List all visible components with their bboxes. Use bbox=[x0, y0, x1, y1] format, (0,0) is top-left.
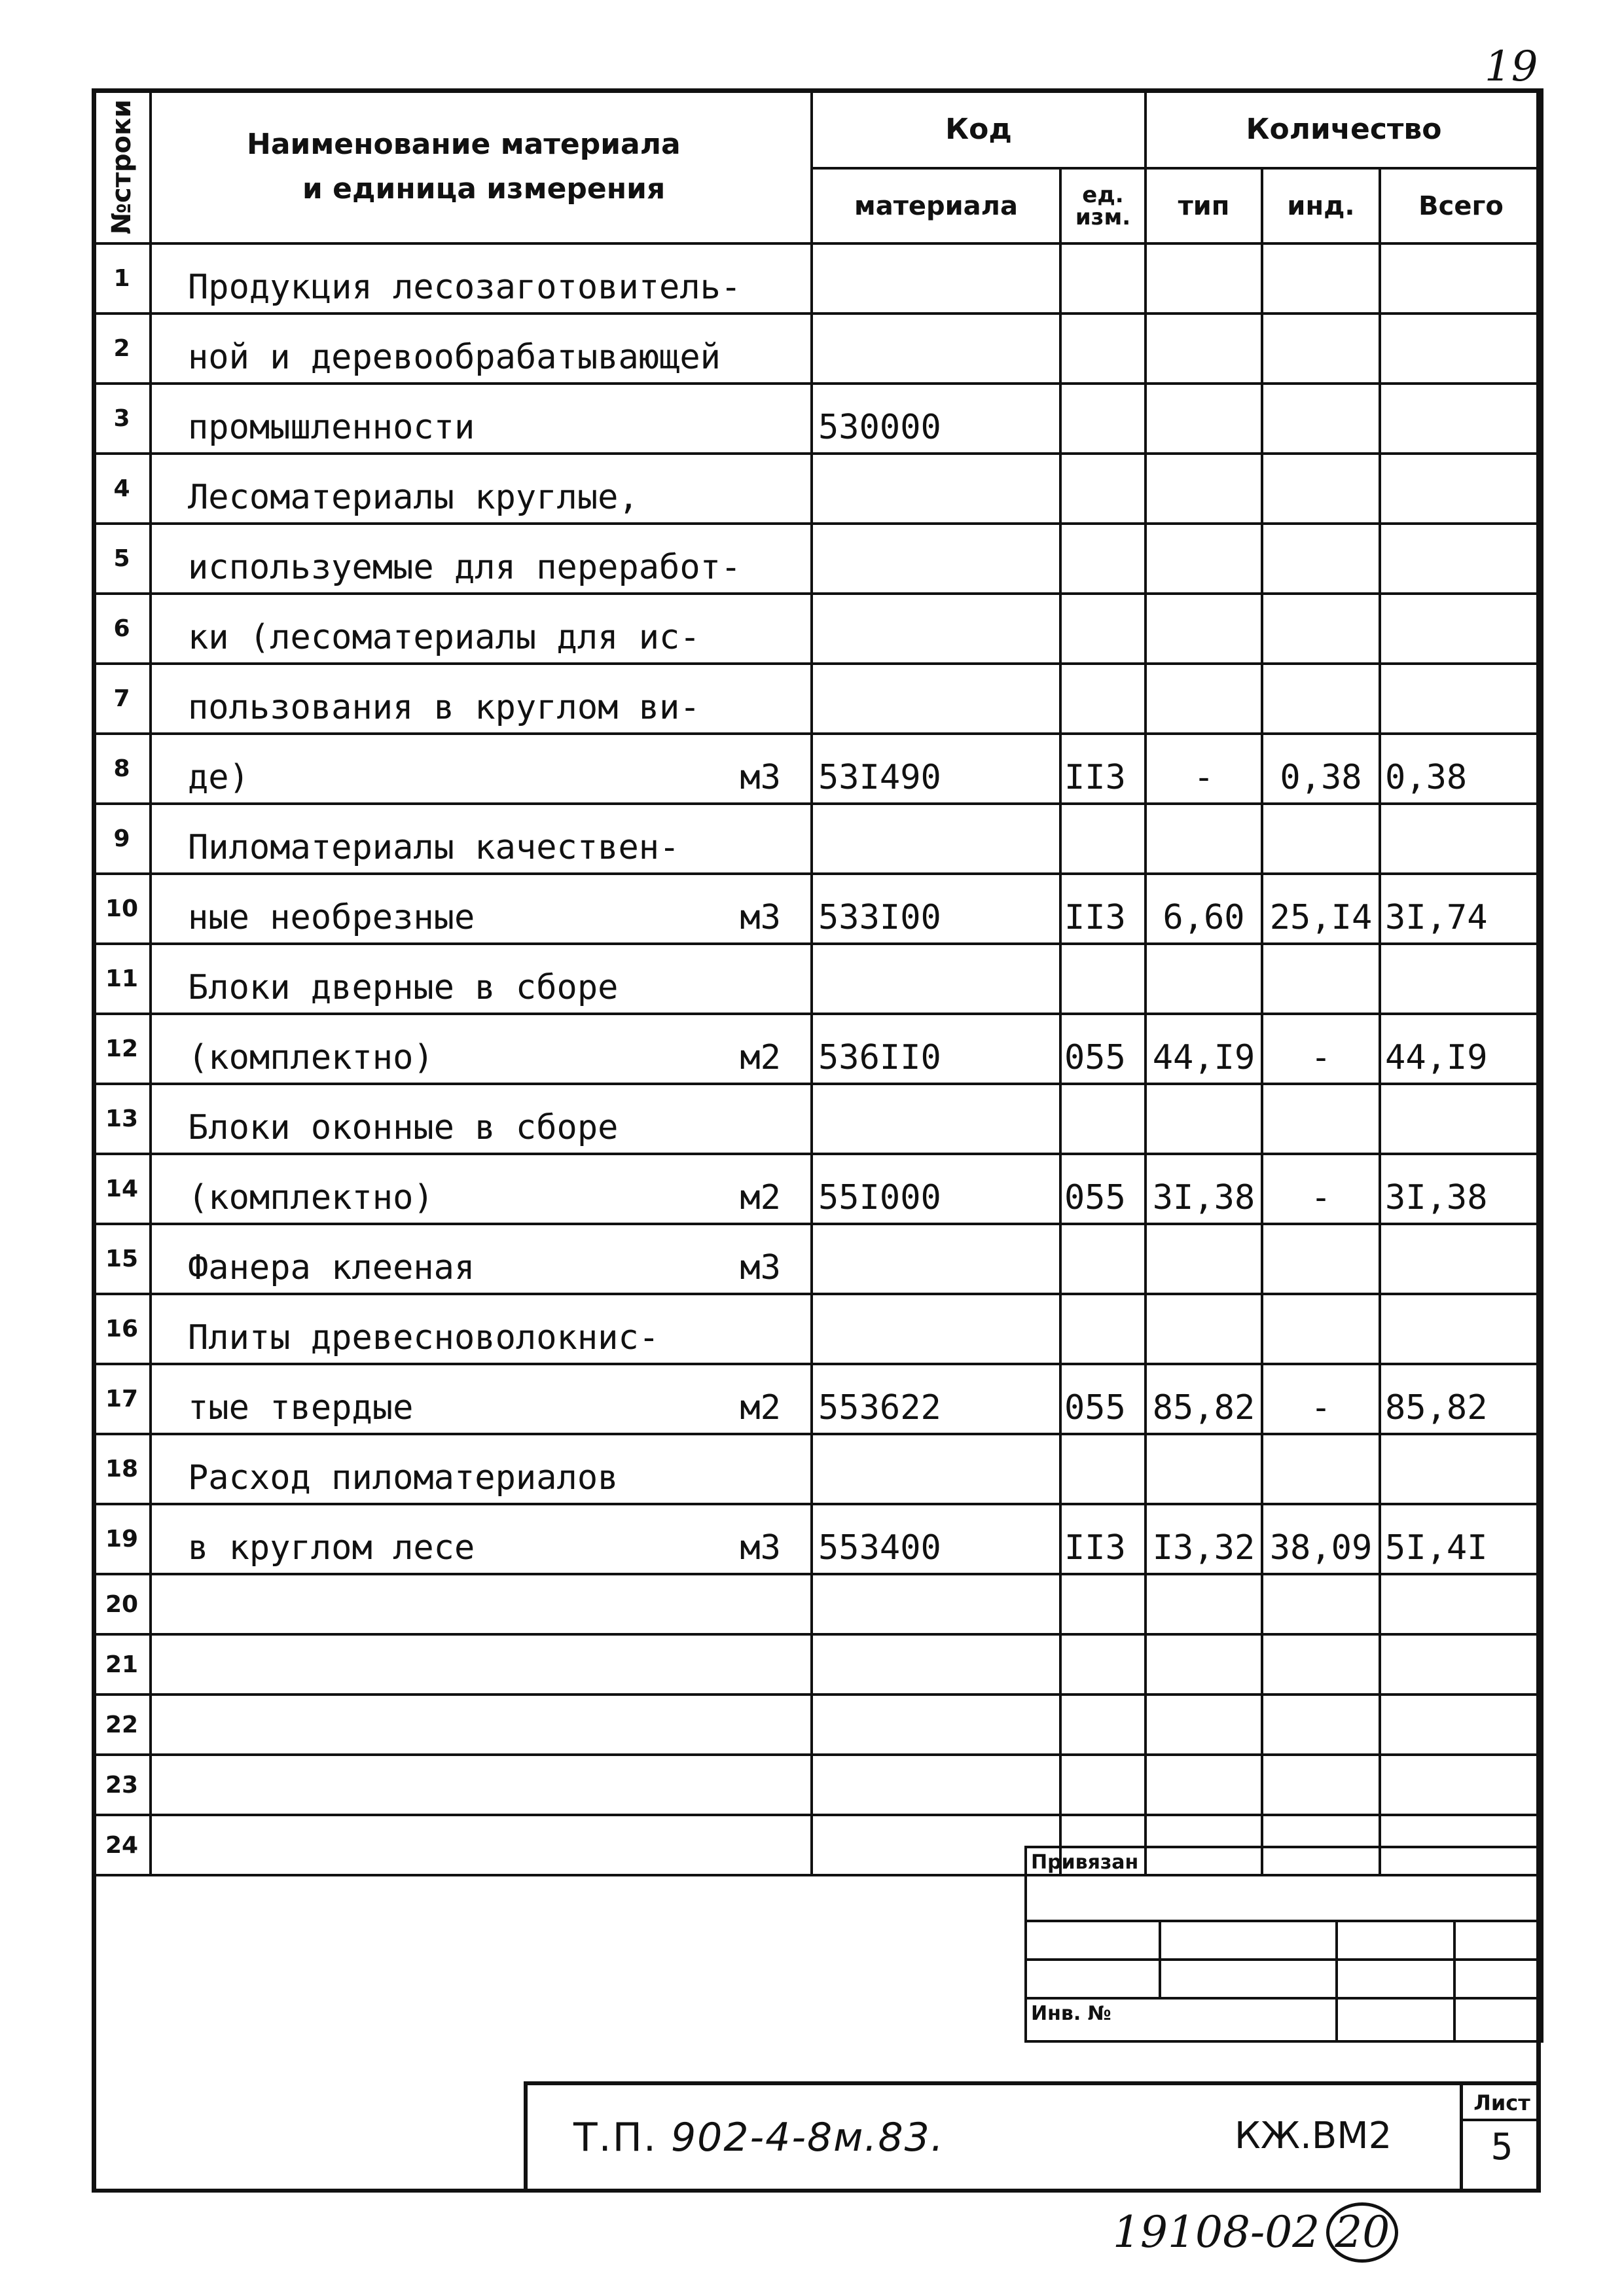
material-name bbox=[151, 804, 812, 874]
material-code bbox=[812, 1634, 1060, 1695]
table-row bbox=[93, 1434, 1542, 1504]
quantity-total bbox=[1380, 664, 1542, 734]
quantity-type bbox=[1146, 243, 1262, 314]
unit-code bbox=[1060, 1084, 1146, 1154]
material-unit: м2 bbox=[740, 1178, 781, 1217]
material-code: 553400 bbox=[812, 1504, 1060, 1574]
quantity-total bbox=[1380, 804, 1542, 874]
row-number: 23 bbox=[93, 1755, 151, 1815]
document-designation: Т.П. 902-4-8м.83. bbox=[573, 2115, 945, 2161]
quantity-type: 44,I9 bbox=[1146, 1014, 1262, 1084]
quantity-ind bbox=[1262, 664, 1380, 734]
unit-code: II3 bbox=[1060, 734, 1146, 804]
material-name-text: (комплектно) bbox=[188, 1038, 434, 1077]
header-qty-type: тип bbox=[1146, 168, 1262, 243]
row-number: 10 bbox=[93, 874, 151, 944]
archive-number: 19108-02 20 bbox=[1113, 2202, 1398, 2263]
material-name-text: Продукция лесозаготовитель- bbox=[188, 268, 742, 307]
material-name bbox=[151, 1014, 812, 1084]
sheet-label: Лист bbox=[1463, 2085, 1541, 2121]
material-name bbox=[151, 944, 812, 1014]
quantity-total bbox=[1380, 1294, 1542, 1364]
quantity-total bbox=[1380, 594, 1542, 664]
materials-table bbox=[92, 88, 1543, 1876]
quantity-total bbox=[1380, 1434, 1542, 1504]
quantity-total bbox=[1380, 524, 1542, 594]
table-row bbox=[93, 1154, 1542, 1224]
table-row bbox=[93, 874, 1542, 944]
quantity-total: 0,38 bbox=[1380, 734, 1542, 804]
table-row bbox=[93, 1695, 1542, 1755]
row-number: 22 bbox=[93, 1695, 151, 1755]
row-number: 18 bbox=[93, 1434, 151, 1504]
material-name bbox=[151, 243, 812, 314]
sheet-box bbox=[1460, 2081, 1541, 2193]
material-name-text: Блоки дверные в сборе bbox=[188, 968, 619, 1007]
row-number: 1 bbox=[93, 243, 151, 314]
material-code: 533I00 bbox=[812, 874, 1060, 944]
material-name bbox=[151, 594, 812, 664]
quantity-ind bbox=[1262, 1084, 1380, 1154]
quantity-type: 85,82 bbox=[1146, 1364, 1262, 1434]
quantity-total: 5I,4I bbox=[1380, 1504, 1542, 1574]
unit-code bbox=[1060, 804, 1146, 874]
quantity-total bbox=[1380, 243, 1542, 314]
table-row bbox=[93, 1755, 1542, 1815]
header-code-material: материала bbox=[812, 168, 1060, 243]
table-row bbox=[93, 454, 1542, 524]
material-name bbox=[151, 1364, 812, 1434]
sheet-number: 5 bbox=[1490, 2126, 1513, 2168]
quantity-total bbox=[1380, 1755, 1542, 1815]
material-name bbox=[151, 384, 812, 454]
material-name-text: де) bbox=[188, 758, 249, 797]
unit-code bbox=[1060, 1294, 1146, 1364]
row-number: 9 bbox=[93, 804, 151, 874]
material-name-text: Расход пиломатериалов bbox=[188, 1458, 619, 1498]
quantity-type bbox=[1146, 384, 1262, 454]
archive-circled-number: 20 bbox=[1326, 2202, 1398, 2263]
quantity-ind: 25,I4 bbox=[1262, 874, 1380, 944]
material-unit: м3 bbox=[740, 1248, 781, 1287]
row-number: 6 bbox=[93, 594, 151, 664]
row-number: 19 bbox=[93, 1504, 151, 1574]
table-row bbox=[93, 1364, 1542, 1434]
inventory-label: Инв. № bbox=[1026, 1998, 1337, 2041]
quantity-ind bbox=[1262, 1294, 1380, 1364]
quantity-total bbox=[1380, 1634, 1542, 1695]
unit-code bbox=[1060, 524, 1146, 594]
material-code bbox=[812, 524, 1060, 594]
material-name bbox=[151, 1224, 812, 1294]
material-code bbox=[812, 944, 1060, 1014]
unit-code bbox=[1060, 384, 1146, 454]
quantity-ind bbox=[1262, 804, 1380, 874]
material-code bbox=[812, 804, 1060, 874]
material-unit: м2 bbox=[740, 1388, 781, 1427]
material-name-text: Блоки оконные в сборе bbox=[188, 1108, 619, 1147]
material-name-text: ные необрезные bbox=[188, 898, 475, 937]
quantity-total bbox=[1380, 944, 1542, 1014]
material-name-text: Лесоматериалы круглые, bbox=[188, 478, 639, 517]
material-code: 55I000 bbox=[812, 1154, 1060, 1224]
material-name-text: Фанера клееная bbox=[188, 1248, 475, 1287]
quantity-type bbox=[1146, 1634, 1262, 1695]
quantity-type bbox=[1146, 1224, 1262, 1294]
row-number: 11 bbox=[93, 944, 151, 1014]
material-name bbox=[151, 1294, 812, 1364]
material-name bbox=[151, 734, 812, 804]
quantity-ind: - bbox=[1262, 1014, 1380, 1084]
table-row bbox=[93, 1574, 1542, 1634]
quantity-type bbox=[1146, 944, 1262, 1014]
material-code: 53I490 bbox=[812, 734, 1060, 804]
table-row bbox=[93, 1014, 1542, 1084]
material-name bbox=[151, 1755, 812, 1815]
quantity-type: - bbox=[1146, 734, 1262, 804]
quantity-ind bbox=[1262, 1695, 1380, 1755]
table-row bbox=[93, 1224, 1542, 1294]
quantity-total: 85,82 bbox=[1380, 1364, 1542, 1434]
material-code bbox=[812, 1574, 1060, 1634]
material-name-text: промышленности bbox=[188, 408, 475, 447]
page-number: 19 bbox=[1485, 43, 1538, 91]
material-name-text: используемые для переработ- bbox=[188, 548, 742, 587]
header-quantity-group: Количество bbox=[1146, 90, 1542, 168]
material-code bbox=[812, 1815, 1060, 1875]
unit-code bbox=[1060, 1224, 1146, 1294]
quantity-total: 3I,38 bbox=[1380, 1154, 1542, 1224]
quantity-ind bbox=[1262, 1224, 1380, 1294]
row-number: 4 bbox=[93, 454, 151, 524]
quantity-total bbox=[1380, 1695, 1542, 1755]
material-name bbox=[151, 1504, 812, 1574]
quantity-type bbox=[1146, 804, 1262, 874]
table-row bbox=[93, 384, 1542, 454]
material-code bbox=[812, 1224, 1060, 1294]
quantity-total: 3I,74 bbox=[1380, 874, 1542, 944]
material-unit: м3 bbox=[740, 1528, 781, 1568]
quantity-type bbox=[1146, 1434, 1262, 1504]
material-name bbox=[151, 314, 812, 384]
material-name bbox=[151, 1434, 812, 1504]
unit-code: II3 bbox=[1060, 874, 1146, 944]
quantity-ind bbox=[1262, 1434, 1380, 1504]
quantity-ind: - bbox=[1262, 1364, 1380, 1434]
material-unit: м3 bbox=[740, 898, 781, 937]
material-name bbox=[151, 1815, 812, 1875]
quantity-total bbox=[1380, 1224, 1542, 1294]
quantity-type bbox=[1146, 1574, 1262, 1634]
quantity-type: 3I,38 bbox=[1146, 1154, 1262, 1224]
bound-label: Привязан bbox=[1026, 1847, 1542, 1921]
quantity-total bbox=[1380, 314, 1542, 384]
table-row bbox=[93, 1084, 1542, 1154]
title-block bbox=[524, 2081, 1460, 2193]
row-number: 16 bbox=[93, 1294, 151, 1364]
material-name-text: Пиломатериалы качествен- bbox=[188, 828, 680, 867]
row-number: 24 bbox=[93, 1815, 151, 1875]
unit-code bbox=[1060, 1634, 1146, 1695]
quantity-total bbox=[1380, 1084, 1542, 1154]
table-row bbox=[93, 314, 1542, 384]
unit-code bbox=[1060, 243, 1146, 314]
row-number: 5 bbox=[93, 524, 151, 594]
row-number: 20 bbox=[93, 1574, 151, 1634]
quantity-ind: - bbox=[1262, 1154, 1380, 1224]
quantity-type: I3,32 bbox=[1146, 1504, 1262, 1574]
material-code bbox=[812, 1294, 1060, 1364]
table-row bbox=[93, 1504, 1542, 1574]
unit-code: 055 bbox=[1060, 1014, 1146, 1084]
material-code bbox=[812, 1434, 1060, 1504]
row-number: 21 bbox=[93, 1634, 151, 1695]
row-number: 17 bbox=[93, 1364, 151, 1434]
quantity-total bbox=[1380, 384, 1542, 454]
material-code bbox=[812, 1084, 1060, 1154]
header-material-name: Наименование материала и единица измерения bbox=[151, 90, 812, 243]
row-number: 12 bbox=[93, 1014, 151, 1084]
header-qty-total: Всего bbox=[1380, 168, 1542, 243]
quantity-ind bbox=[1262, 524, 1380, 594]
row-number: 7 bbox=[93, 664, 151, 734]
material-unit: м3 bbox=[740, 758, 781, 797]
material-code bbox=[812, 1695, 1060, 1755]
unit-code: 055 bbox=[1060, 1154, 1146, 1224]
row-number: 14 bbox=[93, 1154, 151, 1224]
quantity-type bbox=[1146, 594, 1262, 664]
material-name bbox=[151, 1084, 812, 1154]
material-code bbox=[812, 594, 1060, 664]
quantity-type bbox=[1146, 314, 1262, 384]
material-code bbox=[812, 664, 1060, 734]
material-code: 553622 bbox=[812, 1364, 1060, 1434]
quantity-ind bbox=[1262, 314, 1380, 384]
quantity-ind bbox=[1262, 1634, 1380, 1695]
quantity-ind bbox=[1262, 1755, 1380, 1815]
quantity-ind bbox=[1262, 243, 1380, 314]
unit-code bbox=[1060, 1755, 1146, 1815]
material-name bbox=[151, 1695, 812, 1755]
quantity-total bbox=[1380, 1574, 1542, 1634]
material-code bbox=[812, 243, 1060, 314]
unit-code bbox=[1060, 664, 1146, 734]
unit-code bbox=[1060, 944, 1146, 1014]
material-code bbox=[812, 1755, 1060, 1815]
quantity-ind: 38,09 bbox=[1262, 1504, 1380, 1574]
binding-stamp bbox=[1024, 1846, 1543, 2043]
row-number: 3 bbox=[93, 384, 151, 454]
quantity-ind bbox=[1262, 384, 1380, 454]
material-name bbox=[151, 1634, 812, 1695]
quantity-type bbox=[1146, 664, 1262, 734]
quantity-ind bbox=[1262, 944, 1380, 1014]
material-name bbox=[151, 454, 812, 524]
material-code: 530000 bbox=[812, 384, 1060, 454]
header-qty-ind: инд. bbox=[1262, 168, 1380, 243]
material-name-text: ки (лесоматериалы для ис- bbox=[188, 618, 700, 657]
table-row bbox=[93, 243, 1542, 314]
quantity-ind bbox=[1262, 454, 1380, 524]
material-name-text: пользования в круглом ви- bbox=[188, 688, 700, 727]
unit-code bbox=[1060, 594, 1146, 664]
table-row bbox=[93, 524, 1542, 594]
table-row bbox=[93, 734, 1542, 804]
quantity-ind bbox=[1262, 594, 1380, 664]
material-name bbox=[151, 524, 812, 594]
unit-code bbox=[1060, 454, 1146, 524]
material-name bbox=[151, 874, 812, 944]
table-row bbox=[93, 664, 1542, 734]
row-number: 2 bbox=[93, 314, 151, 384]
table-row bbox=[93, 1294, 1542, 1364]
unit-code bbox=[1060, 1574, 1146, 1634]
quantity-ind bbox=[1262, 1574, 1380, 1634]
quantity-total bbox=[1380, 454, 1542, 524]
unit-code: II3 bbox=[1060, 1504, 1146, 1574]
drawing-code: КЖ.ВМ2 bbox=[1235, 2115, 1392, 2157]
unit-code bbox=[1060, 1434, 1146, 1504]
table-row bbox=[93, 944, 1542, 1014]
row-number: 8 bbox=[93, 734, 151, 804]
quantity-type: 6,60 bbox=[1146, 874, 1262, 944]
header-code-unit: ед. изм. bbox=[1060, 168, 1146, 243]
quantity-type bbox=[1146, 1695, 1262, 1755]
table-row bbox=[93, 1634, 1542, 1695]
material-unit: м2 bbox=[740, 1038, 781, 1077]
material-code bbox=[812, 314, 1060, 384]
table-row bbox=[93, 804, 1542, 874]
material-name-text: ной и деревообрабатывающей bbox=[188, 338, 721, 377]
quantity-type bbox=[1146, 1084, 1262, 1154]
quantity-type bbox=[1146, 1294, 1262, 1364]
material-name-text: Плиты древесноволокнис- bbox=[188, 1318, 660, 1357]
row-number: 15 bbox=[93, 1224, 151, 1294]
quantity-total: 44,I9 bbox=[1380, 1014, 1542, 1084]
quantity-type bbox=[1146, 1755, 1262, 1815]
unit-code bbox=[1060, 314, 1146, 384]
unit-code: 055 bbox=[1060, 1364, 1146, 1434]
material-name bbox=[151, 664, 812, 734]
header-code-group: Код bbox=[812, 90, 1146, 168]
header-row-number: №строки bbox=[93, 90, 151, 243]
material-name bbox=[151, 1154, 812, 1224]
material-name bbox=[151, 1574, 812, 1634]
quantity-type bbox=[1146, 454, 1262, 524]
material-name-text: (комплектно) bbox=[188, 1178, 434, 1217]
material-code: 536II0 bbox=[812, 1014, 1060, 1084]
row-number: 13 bbox=[93, 1084, 151, 1154]
quantity-type bbox=[1146, 524, 1262, 594]
material-name-text: тые твердые bbox=[188, 1388, 414, 1427]
material-code bbox=[812, 454, 1060, 524]
material-name-text: в круглом лесе bbox=[188, 1528, 475, 1568]
table-row bbox=[93, 594, 1542, 664]
unit-code bbox=[1060, 1695, 1146, 1755]
quantity-ind: 0,38 bbox=[1262, 734, 1380, 804]
